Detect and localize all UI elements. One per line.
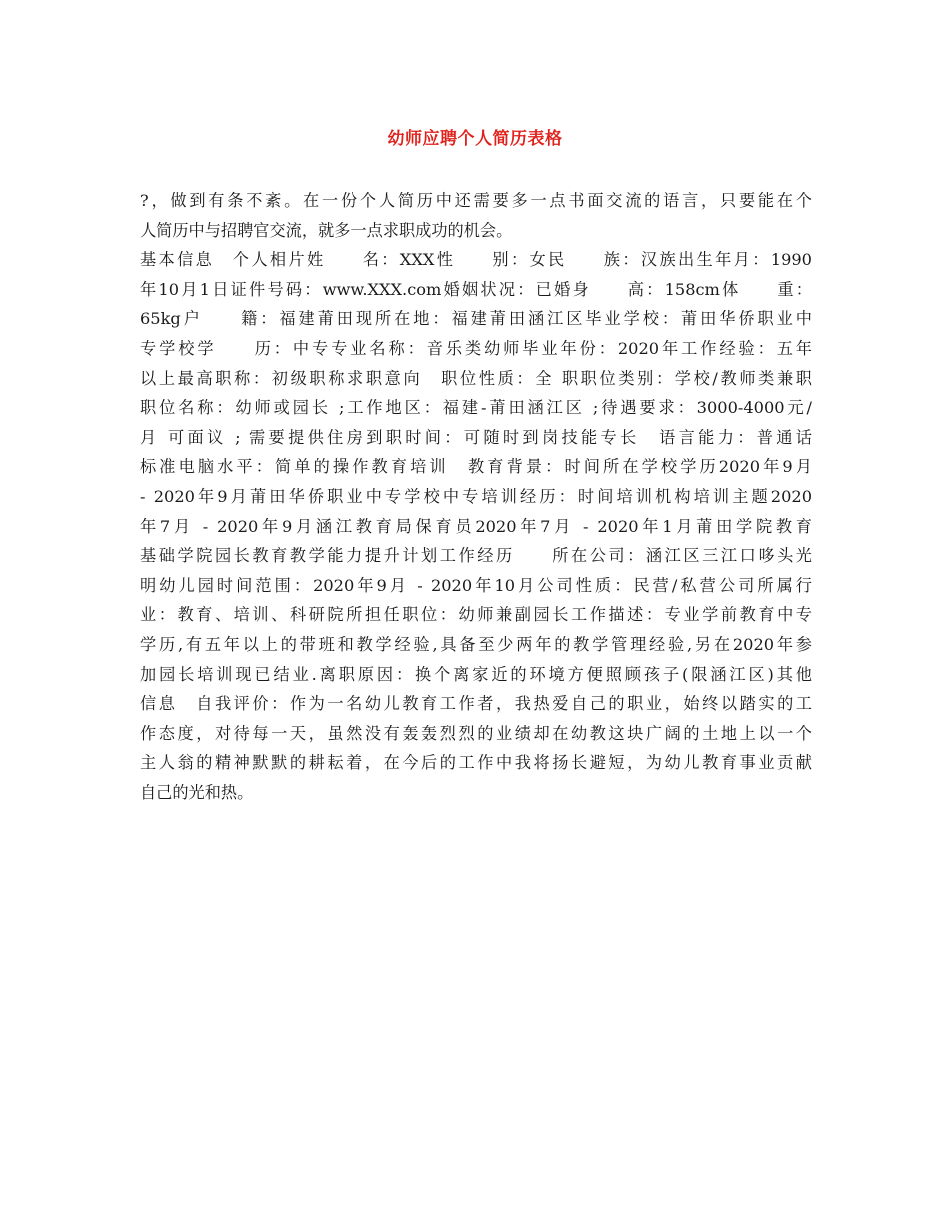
body-line: 信息 自我评价：作为一名幼儿教育工作者，我热爱自己的职业，始终以踏实的工 (140, 694, 812, 714)
body-line: 明幼儿园时间范围：2020年9月 - 2020年10月公司性质：民营/私营公司所属行 (140, 575, 812, 595)
body-line: 基本信息 个人相片姓 名：XXX性 别：女民 族：汉族出生年月：1990 (140, 250, 812, 270)
body-line: 学历,有五年以上的带班和教学经验,具备至少两年的教学管理经验,另在2020年参 (140, 634, 812, 654)
body-line: 人简历中与招聘官交流，就多一点求职成功的机会。 (140, 220, 513, 240)
document-body (140, 186, 812, 807)
body-line: 自己的光和热。 (140, 782, 254, 802)
body-line: 业：教育、培训、科研院所担任职位：幼师兼副园长工作描述：专业学前教育中专 (140, 605, 812, 625)
body-line: - 2020年9月莆田华侨职业中专学校中专培训经历：时间培训机构培训主题2020 (140, 486, 812, 506)
body-line: 作态度，对待每一天，虽然没有轰轰烈烈的业绩却在幼教这块广阔的土地上以一个 (140, 723, 812, 743)
body-line: ?，做到有条不紊。在一份个人简历中还需要多一点书面交流的语言，只要能在个 (140, 191, 812, 210)
body-line: 65kg户 籍：福建莆田现所在地：福建莆田涵江区毕业学校：莆田华侨职业中 (140, 309, 812, 329)
body-line: 基础学院园长教育教学能力提升计划工作经历 所在公司：涵江区三江口哆头光 (140, 546, 812, 566)
body-line: 年10月1日证件号码：www.XXX.com婚姻状况：已婚身 高：158cm体 重： (140, 279, 812, 299)
body-line: 以上最高职称：初级职称求职意向 职位性质：全 职职位类别：学校/教师类兼职 (140, 368, 812, 388)
body-line: 月 可面议 ; 需要提供住房到职时间：可随时到岗技能专长 语言能力：普通话 (140, 427, 812, 447)
body-line: 专学校学 历：中专专业名称：音乐类幼师毕业年份：2020年工作经验：五年 (140, 338, 812, 358)
document-title: 幼师应聘个人简历表格 (387, 129, 563, 149)
body-line: 主人翁的精神默默的耕耘着，在今后的工作中我将扬长避短，为幼儿教育事业贡献 (140, 753, 812, 773)
body-line: 年7月 - 2020年9月涵江教育局保育员2020年7月 - 2020年1月莆田学院教育 (140, 516, 812, 536)
body-line: 标准电脑水平：简单的操作教育培训 教育背景：时间所在学校学历2020年9月 (140, 457, 812, 477)
body-line: 职位名称：幼师或园长 ;工作地区：福建-莆田涵江区 ;待遇要求：3000-4000元/ (140, 398, 812, 418)
body-line: 加园长培训现已结业.离职原因：换个离家近的环境方便照顾孩子(限涵江区)其他 (140, 664, 812, 684)
